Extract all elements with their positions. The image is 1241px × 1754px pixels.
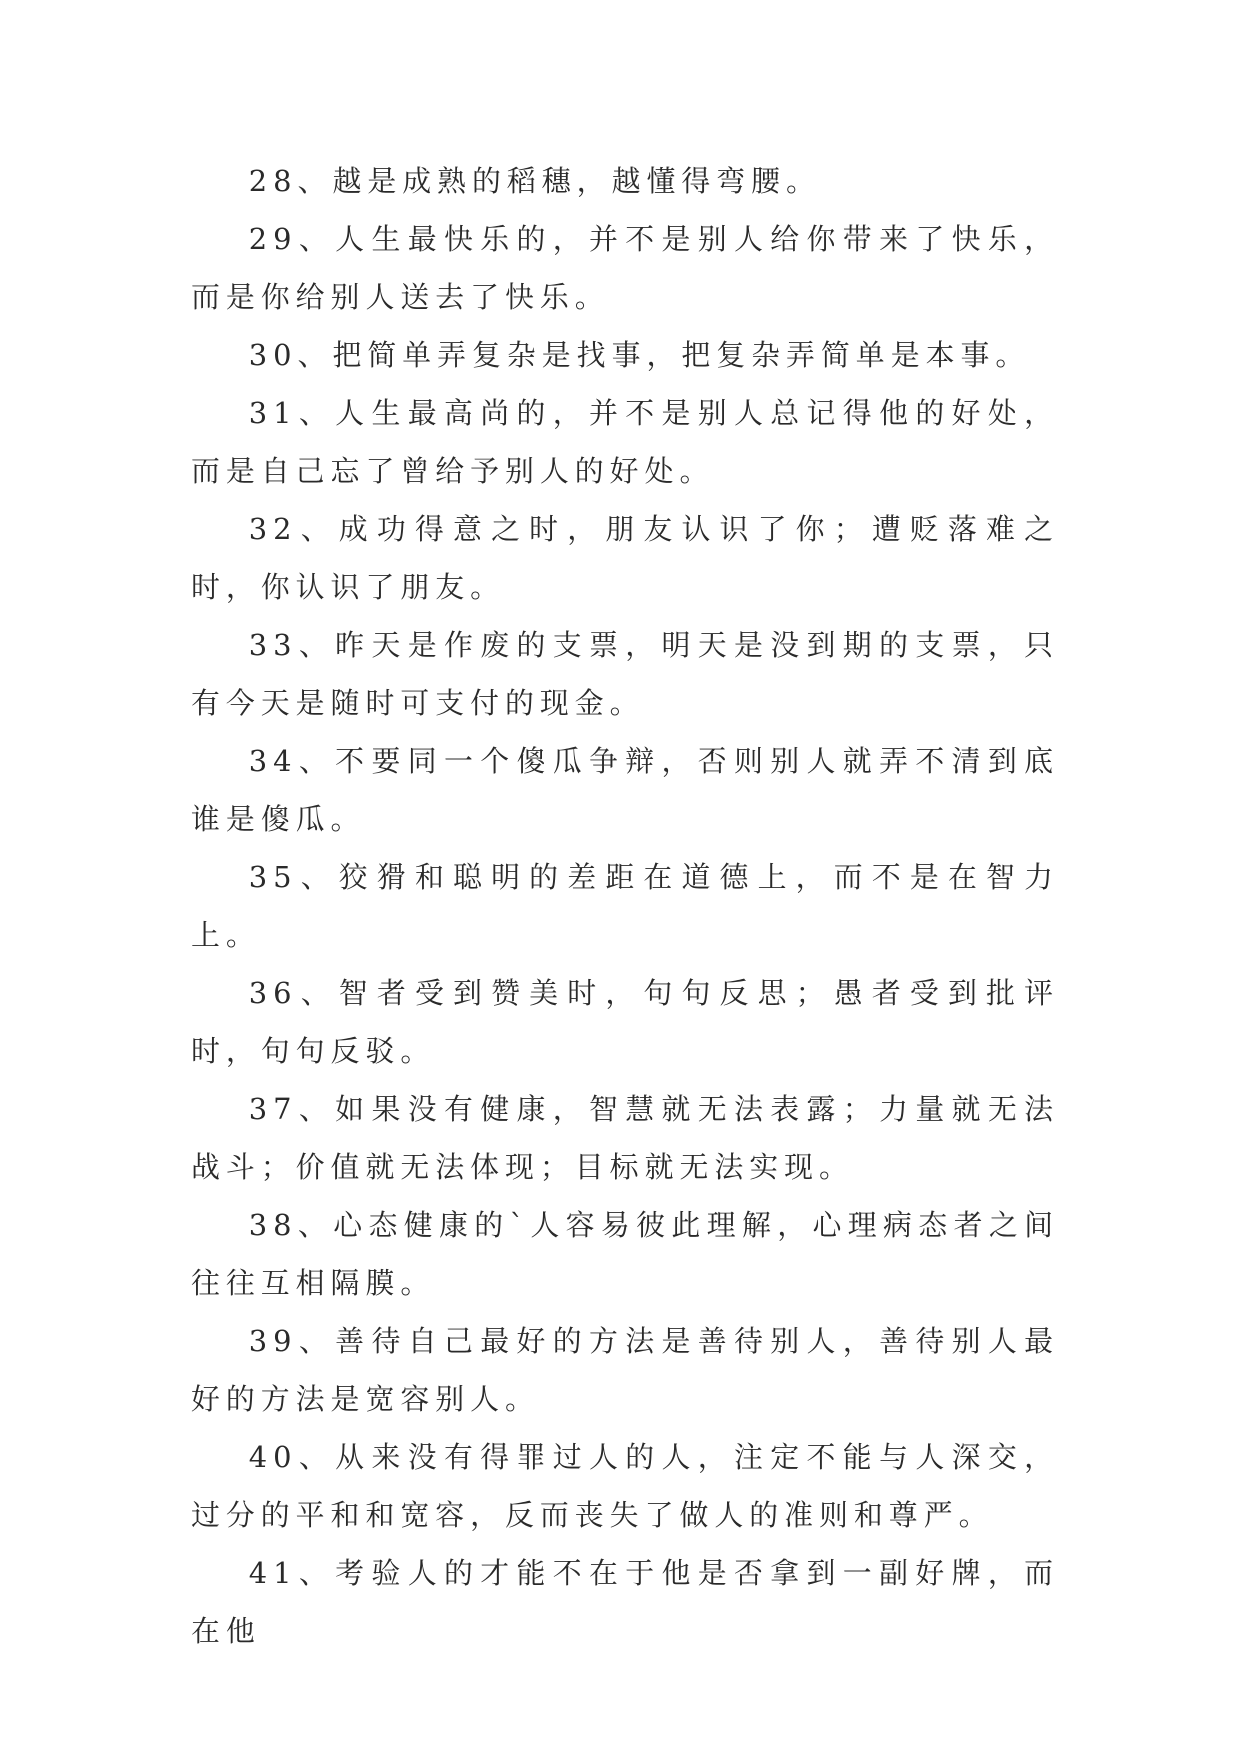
paragraph-32: 32、成功得意之时，朋友认识了你；遭贬落难之时，你认识了朋友。 — [191, 512, 1059, 604]
paragraph-39: 39、善待自己最好的方法是善待别人，善待别人最好的方法是宽容别人。 — [191, 1324, 1059, 1416]
paragraph-40: 40、从来没有得罪过人的人，注定不能与人深交，过分的平和和宽容，反而丧失了做人的准则和尊严。 — [191, 1440, 1059, 1532]
paragraph-38: 38、心态健康的`人容易彼此理解，心理病态者之间往往互相隔膜。 — [191, 1208, 1059, 1300]
paragraph-35: 35、狡猾和聪明的差距在道德上，而不是在智力上。 — [191, 860, 1059, 952]
paragraph-41: 41、考验人的才能不在于他是否拿到一副好牌，而在他 — [191, 1556, 1059, 1648]
paragraph-33: 33、昨天是作废的支票，明天是没到期的支票，只有今天是随时可支付的现金。 — [191, 628, 1059, 720]
paragraph-36: 36、智者受到赞美时，句句反思；愚者受到批评时，句句反驳。 — [191, 976, 1059, 1068]
paragraph-34: 34、不要同一个傻瓜争辩，否则别人就弄不清到底谁是傻瓜。 — [191, 744, 1059, 836]
paragraph-37: 37、如果没有健康，智慧就无法表露；力量就无法战斗；价值就无法体现；目标就无法实现。 — [191, 1092, 1059, 1184]
document-body — [191, 152, 1059, 1660]
paragraph-31: 31、人生最高尚的，并不是别人总记得他的好处，而是自己忘了曾给予别人的好处。 — [191, 396, 1059, 488]
paragraph-29: 29、人生最快乐的，并不是别人给你带来了快乐，而是你给别人送去了快乐。 — [191, 222, 1059, 314]
paragraph-28: 28、越是成熟的稻穗，越懂得弯腰。 — [248, 164, 821, 198]
paragraph-30: 30、把简单弄复杂是找事，把复杂弄简单是本事。 — [248, 338, 1031, 372]
